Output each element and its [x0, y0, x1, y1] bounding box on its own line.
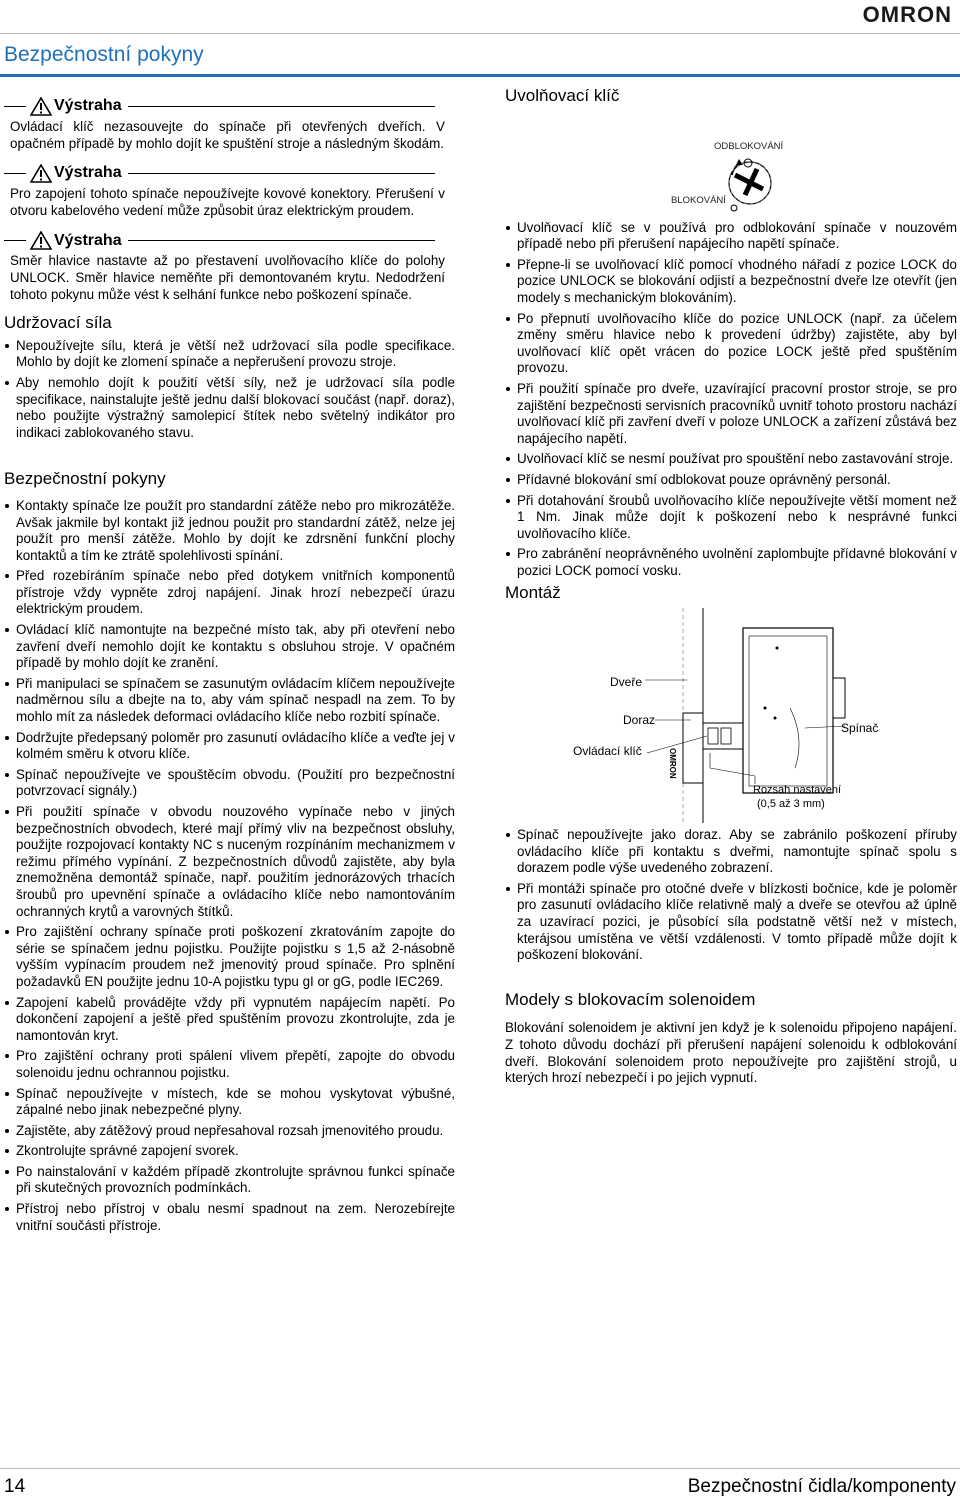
range-value: (0,5 až 3 mm) — [757, 798, 825, 811]
range-label: Rozsah nastavení — [753, 784, 842, 797]
list-item: Zkontrolujte správné zapojení svorek. — [4, 1143, 455, 1160]
release-key-heading: Uvolňovací klíč — [505, 86, 620, 105]
list-item: Po nainstalování v každém případě zkontrolujte správnou funkci spínače při skutečných provozních podmínkách. — [4, 1164, 455, 1197]
unlock-label: ODBLOKOVÁNÍ — [714, 140, 784, 152]
warning-block-1 — [4, 97, 455, 152]
warning-header — [4, 97, 455, 116]
list-item: Uvolňovací klíč se nesmí používat pro spouštění nebo zastavování stroje. — [505, 451, 957, 468]
holding-force-list — [4, 338, 455, 442]
warning-block-2 — [4, 164, 455, 219]
warning-header — [4, 164, 455, 183]
list-item: Spínač nepoužívejte jako doraz. Aby se zabránilo poškození příruby ovládacího klíče při kontaktu s dveřmi, namontujte spínač spolu s dorazem podle výše uvedeného zobrazení. — [505, 827, 957, 877]
holding-force-heading: Udržovací síla — [4, 313, 112, 333]
list-item: Dodržujte předepsaný poloměr pro zasunutí ovládacího klíče a veďte jej v kolmém směru k otvoru klíče. — [4, 730, 455, 763]
mounting-heading: Montáž — [505, 583, 561, 603]
list-item: Při použití spínače v obvodu nouzového vypínače nebo v jiných bezpečnostních obvodech, které mají přímý vliv na bezpečnost obsluhy, použijte rozpojovací kontakty NC s nuceným rozpínáním mechanizmem v režimu přímého vypínání. Z bezpečnostních důvodů zajistěte, aby byla znemožněna demontáž spínače, např. použitím jednorázových trhacích šroubů pro upevnění spínače a ovládacího klíče nebo namontováním ochranných krytů a varovných štítků. — [4, 804, 455, 920]
list-item: Při dotahování šroubů uvolňovacího klíče nepoužívejte větší moment než 1 Nm. Jinak může dojít k poškození nebo k nesprávné funkci uvolňovacího klíče. — [505, 493, 957, 543]
page-title: Bezpečnostní pokyny — [4, 43, 204, 66]
brand-mark: OMRON — [668, 748, 677, 779]
list-item: Pro zajištění ochrany spínače proti poškození zkratováním zapojte do série se spínačem jednu pojistku. Použijte pojistku s 1,5 až 2-násobně vyšším vypínacím proudem než jmenovitý proud spínače. Pro splnění požadavků EN použijte jednu 10-A pojistku typu gI or gG, podle IEC269. — [4, 924, 455, 990]
lock-label: BLOKOVÁNÍ — [671, 194, 726, 206]
list-item: Přepne-li se uvolňovací klíč pomocí vhodného nářadí z pozice LOCK do pozice UNLOCK se blokování odjistí a bezpečnostní dveře lze otevřít (jen modely s mechanickým blokováním). — [505, 257, 957, 307]
warning-triangle-icon — [30, 231, 52, 250]
warning-triangle-icon — [30, 97, 52, 116]
warning-text: Směr hlavice nastavte až po přestavení uvolňovacího klíče do polohy UNLOCK. Směr hlavice neměňte při demontovaném krytu. Nedodržení tohoto pokynu může vést k selhání funkce nebo poškození spínače. — [10, 253, 445, 302]
solenoid-heading: Modely s blokovacím solenoidem — [505, 989, 756, 1009]
list-item: Zajistěte, aby zátěžový proud nepřesahoval rozsah jmenovitého proudu. — [4, 1123, 455, 1140]
list-item: Kontakty spínače lze použít pro standardní zátěže nebo pro mikrozátěže. Avšak jakmile byl kontakt již jednou použit pro standardní zátěž, nelze jej použít pro menší zátěže. Mohlo by dojít ke zdrsnění funkční plochy kontaktů a tím ke ztrátě spolehlivosti spínání. — [4, 498, 455, 564]
warning-label: Výstraha — [54, 97, 122, 115]
actuator-label: Ovládací klíč — [573, 744, 642, 759]
list-item: Při montáži spínače pro otočné dveře v blízkosti bočnice, kde je poloměr pro zasunutí ovládacího klíče relativně malý a dveře se otevřou až úplně za uzavírací pozici, je působící síla podstatně větší než v místech, kterájsou umístěna ve větší vzdálenosti. V tomto případě může dojít k poškození blokování. — [505, 881, 957, 964]
right-column — [505, 88, 957, 1087]
warning-triangle-icon — [30, 164, 52, 183]
list-item: Při použití spínače pro dveře, uzavírající pracovní prostor stroje, se pro zajištění bezpečnosti servisních pracovníků uvnitř tohoto prostoru nachází uvolňovací klíč při zavření dveří v poloze UNLOCK a zařízení zůstává bez napájecího napětí. — [505, 381, 957, 447]
list-item: Spínač nepoužívejte v místech, kde se mohou vyskytovat výbušné, zápalné nebo jinak nebezpečné plyny. — [4, 1086, 455, 1119]
left-column — [4, 95, 455, 1238]
mounting-figure — [505, 608, 957, 823]
list-item: Spínač nepoužívejte ve spouštěcím obvodu. (Použití pro bezpečnostní potvrzovací signály.) — [4, 767, 455, 800]
list-item: Přídavné blokování smí odblokovat pouze oprávněný personál. — [505, 472, 957, 489]
warning-block-3 — [4, 231, 455, 303]
omron-logo: OMRON — [862, 2, 952, 27]
warning-text: Pro zapojení tohoto spínače nepoužívejte kovové konektory. Přerušení v otvoru kabelového vedení může způsobit úraz elektrickým proudem. — [10, 186, 445, 218]
header-divider — [0, 33, 960, 34]
list-item: Před rozebíráním spínače nebo před dotykem vnitřních komponentů přístroje vždy vypněte zdroj napájení. Jinak hrozí nebezpečí úrazu elektrickým proudem. — [4, 568, 455, 618]
mounting-list — [505, 827, 957, 964]
title-rule — [0, 74, 960, 77]
list-item: Aby nemohlo dojít k použití větší síly, než je udržovací síla podle specifikace, nainstalujte ještě jednu další blokovací součást (např. doraz), nebo použijte výstražný samolepicí štítek nebo světelný indikátor pro indikaci zablokovaného stavu. — [4, 375, 455, 441]
list-item: Zapojení kabelů provádějte vždy při vypnutém napájecím napětí. Po dokončení zapojení a ještě před spuštěním provozu zkontrolujte, zda je namontován kryt. — [4, 995, 455, 1045]
mounting-diagram — [505, 608, 957, 823]
list-item: Nepoužívejte sílu, která je větší než udržovací síla podle specifikace. Mohlo by dojít ke zlomení spínače a nepřerušení provozu stroje. — [4, 338, 455, 371]
footer-divider — [0, 1468, 960, 1469]
warning-header — [4, 231, 455, 250]
release-key-figure — [505, 115, 957, 220]
release-key-dial-icon — [665, 115, 785, 215]
safety-list — [4, 498, 455, 1234]
list-item: Uvolňovací klíč se v používá pro odblokování spínače v nouzovém případě nebo při přerušení napájecího napětí spínače. — [505, 220, 957, 253]
list-item: Pro zabránění neoprávněného uvolnění zaplombujte přídavné blokování v pozici LOCK pomocí vosku. — [505, 546, 957, 579]
warning-label: Výstraha — [54, 231, 122, 249]
footer-title: Bezpečnostní čidla/komponenty — [687, 1476, 956, 1497]
solenoid-text: Blokování solenoidem je aktivní jen když je k solenoidu připojeno napájení. Z tohoto důvodu dochází při přerušení napájení solenoidu k odblokování dveří. Blokování solenoidem proto nepoužívejte pro zajištění strojů, u kterých hrozí nebezpečí i po jejich vypnutí. — [505, 1020, 957, 1086]
list-item: Pro zajištění ochrany proti spálení vlivem přepětí, zapojte do obvodu solenoidu jednu ochrannou pojistku. — [4, 1048, 455, 1081]
list-item: Po přepnutí uvolňovacího klíče do pozice UNLOCK (např. za účelem změny směru hlavice nebo k provedení údržby) zajistěte, aby byl uvolňovací klíč opět vrácen do pozice LOCK ještě před spuštěním provozu. — [505, 311, 957, 377]
switch-label: Spínač — [841, 721, 879, 736]
safety-heading: Bezpečnostní pokyny — [4, 469, 166, 489]
list-item: Při manipulaci se spínačem se zasunutým ovládacím klíčem nepoužívejte nadměrnou sílu a dbejte na to, aby vám spínač nespadl na zem. To by mohlo mít za následek deformaci ovládacího klíče nebo rozbití spínače. — [4, 676, 455, 726]
page-number: 14 — [4, 1476, 26, 1497]
stop-label: Doraz — [623, 713, 656, 728]
warning-text: Ovládací klíč nezasouvejte do spínače při otevřených dveřích. V opačném případě by mohlo dojít ke spuštění stroje a následným škodám. — [10, 119, 445, 151]
list-item: Ovládací klíč namontujte na bezpečné místo tak, aby při otevření nebo zavření dveří nemohlo dojít ke kontaktu s obsluhou stroje. V opačném případě by mohlo dojít ke zranění. — [4, 622, 455, 672]
release-key-list — [505, 220, 957, 580]
door-label: Dveře — [610, 675, 643, 690]
warning-label: Výstraha — [54, 164, 122, 182]
list-item: Přístroj nebo přístroj v obalu nesmí spadnout na zem. Nerozebírejte vnitřní součásti přístroje. — [4, 1201, 455, 1234]
